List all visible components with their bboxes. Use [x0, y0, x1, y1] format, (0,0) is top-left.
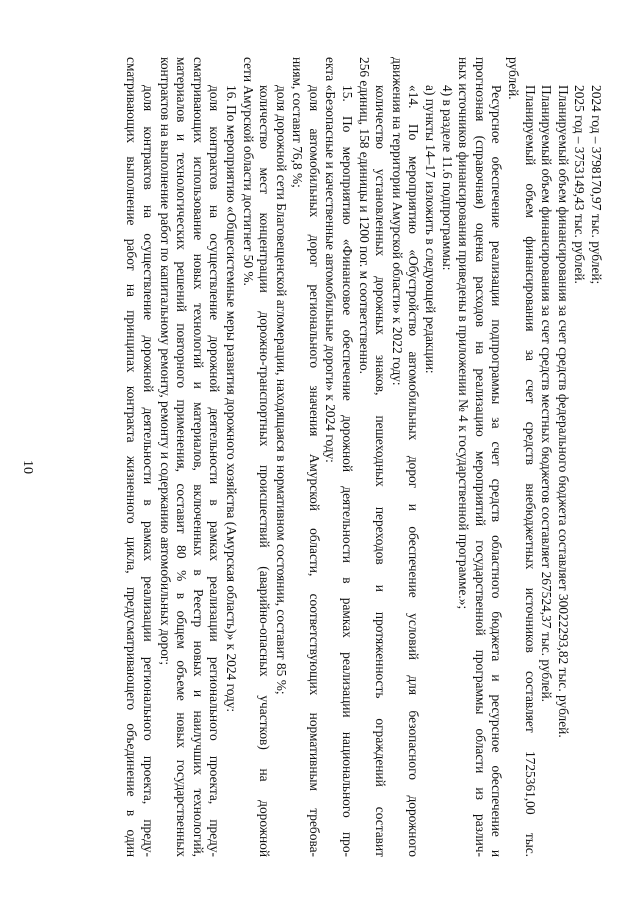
- text-line: материалов и технологических решений повторного применения, составит 80 % в общем объеме новых государственных: [174, 57, 190, 857]
- page-number: 10: [20, 460, 35, 474]
- text-line: Планируемый объем финансирования за счет средств местных бюджетов составляет 267524,37 тыс. рублей.: [539, 85, 555, 702]
- text-line: екта «Безопасные и качественные автомобильные дороги» к 2024 году:: [323, 57, 339, 463]
- text-line: а) пункты 14–17 изложить в следующей редакции:: [423, 85, 439, 374]
- text-line: доля контрактов на осуществление дорожной деятельности в рамках реализации регионального проекта, преду-: [207, 85, 223, 857]
- text-line: Планируемый объем финансирования за счет средств внебюджетных источников составляет 1725361,00 тыс.: [522, 85, 538, 857]
- text-line: прогнозная (справочная) оценка расходов на реализацию мероприятий государственной программы области из различ-: [472, 57, 488, 857]
- text-line: 256 единиц, 158 единицы и 1200 пог. м соответственно.: [356, 57, 372, 374]
- text-line: «14. По мероприятию «Обустройство автомобильных дорог и обеспечение условий для безопасного дорожного: [406, 85, 422, 857]
- text-line: сети Амурской области достигнет 50 %.: [240, 57, 256, 286]
- text-line: 15. По мероприятию «Финансовое обеспечение дорожной деятельности в рамках реализации национального про-: [340, 85, 356, 857]
- text-line: рублей.: [506, 57, 522, 100]
- text-line: количество установленных дорожных знаков, пешеходных переходов и протяженность ограждений составит: [373, 85, 389, 857]
- text-line: доля контрактов на осуществление дорожной деятельности в рамках реализации регионального проекта, преду-: [140, 85, 156, 857]
- text-line: 4) в разделе 11.6 подпрограммы:: [439, 85, 455, 271]
- text-line: 16. По мероприятию «Общесистемные меры развития дорожного хозяйства (Амурская область)» к 2024 году:: [223, 85, 239, 713]
- text-line: сматривающих использование новых технологий и материалов, включенных в Реестр новых и наилучших технологий,: [190, 57, 206, 857]
- document-body: [88, 57, 604, 857]
- text-line: Ресурсное обеспечение реализации подпрограммы за счет средств областного бюджета и ресурсное обеспечение и: [489, 85, 505, 857]
- text-line: доля автомобильных дорог регионального значения Амурской области, соответствующих нормативным требова-: [306, 85, 322, 857]
- text-line: 2024 год – 3798170,97 тыс. рублей;: [589, 85, 604, 285]
- text-line: 2025 год – 3753149,43 тыс. рублей.: [572, 85, 588, 284]
- text-line: ных источников финансирования приведены в приложении № 4 к государственной программе.»;: [456, 57, 472, 610]
- text-line: движения на территории Амурской области» к 2022 году:: [389, 57, 405, 386]
- text-line: ниям, составит 76,8 %;: [290, 57, 306, 188]
- text-line: количество мест концентрации дорожно-транспортных происшествий (аварийно-опасных участков) на дорожной: [257, 85, 273, 857]
- text-line: доля дорожной сети Благовещенской агломерации, находящаяся в нормативном состоянии, составит 85 %;: [273, 85, 289, 695]
- text-line: сматривающих выполнение работ на принципах контракта жизненного цикла, предусматривающего объединение в один: [124, 57, 140, 857]
- text-line: Планируемый объем финансирования за счет средств федерального бюджета составляет 30022293,82 тыс. рублей.: [555, 85, 571, 738]
- text-line: контрактов на выполнение работ по капитальному ремонту, ремонту и содержанию автомобильных дорог;: [157, 57, 173, 666]
